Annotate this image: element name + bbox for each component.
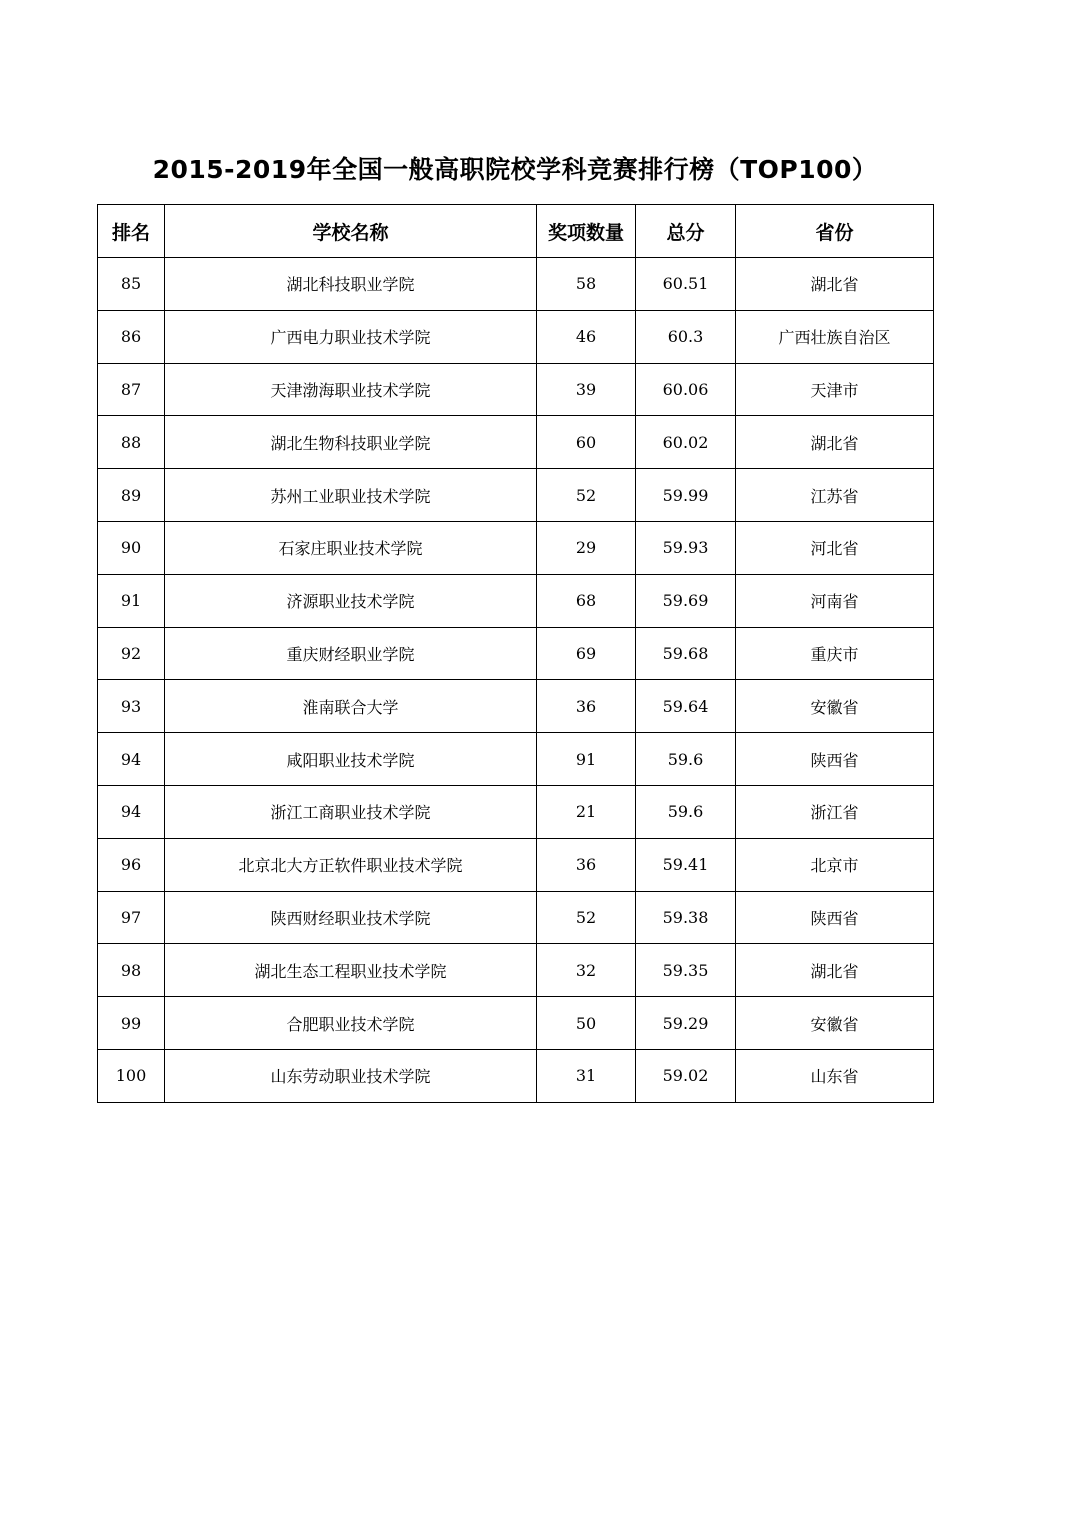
table-row bbox=[98, 521, 934, 574]
cell-school-name: 济源职业技术学院 bbox=[165, 574, 537, 627]
cell-rank: 96 bbox=[98, 838, 165, 891]
cell-award-count: 60 bbox=[537, 416, 636, 469]
header-award-count: 奖项数量 bbox=[537, 205, 636, 258]
cell-total-score: 59.02 bbox=[636, 1049, 736, 1102]
table-row bbox=[98, 944, 934, 997]
cell-award-count: 21 bbox=[537, 785, 636, 838]
cell-rank: 88 bbox=[98, 416, 165, 469]
cell-school-name: 湖北科技职业学院 bbox=[165, 258, 537, 311]
cell-rank: 91 bbox=[98, 574, 165, 627]
cell-total-score: 59.29 bbox=[636, 997, 736, 1050]
cell-province: 陕西省 bbox=[736, 891, 934, 944]
cell-rank: 100 bbox=[98, 1049, 165, 1102]
cell-award-count: 52 bbox=[537, 891, 636, 944]
cell-award-count: 29 bbox=[537, 521, 636, 574]
table-row bbox=[98, 469, 934, 522]
cell-total-score: 60.3 bbox=[636, 310, 736, 363]
cell-rank: 89 bbox=[98, 469, 165, 522]
table-row bbox=[98, 574, 934, 627]
cell-school-name: 淮南联合大学 bbox=[165, 680, 537, 733]
table-row bbox=[98, 258, 934, 311]
cell-award-count: 50 bbox=[537, 997, 636, 1050]
cell-rank: 99 bbox=[98, 997, 165, 1050]
table-row bbox=[98, 891, 934, 944]
cell-province: 浙江省 bbox=[736, 785, 934, 838]
table-row bbox=[98, 680, 934, 733]
cell-province: 天津市 bbox=[736, 363, 934, 416]
ranking-table bbox=[97, 204, 934, 1103]
table-row bbox=[98, 1049, 934, 1102]
cell-school-name: 山东劳动职业技术学院 bbox=[165, 1049, 537, 1102]
cell-rank: 92 bbox=[98, 627, 165, 680]
cell-rank: 94 bbox=[98, 785, 165, 838]
cell-rank: 98 bbox=[98, 944, 165, 997]
header-province: 省份 bbox=[736, 205, 934, 258]
cell-province: 河南省 bbox=[736, 574, 934, 627]
cell-total-score: 59.99 bbox=[636, 469, 736, 522]
cell-total-score: 60.06 bbox=[636, 363, 736, 416]
cell-school-name: 苏州工业职业技术学院 bbox=[165, 469, 537, 522]
cell-province: 湖北省 bbox=[736, 416, 934, 469]
cell-school-name: 广西电力职业技术学院 bbox=[165, 310, 537, 363]
page-title: 2015-2019年全国一般高职院校学科竞赛排行榜（TOP100） bbox=[152, 155, 878, 184]
cell-total-score: 59.38 bbox=[636, 891, 736, 944]
cell-school-name: 湖北生态工程职业技术学院 bbox=[165, 944, 537, 997]
cell-school-name: 咸阳职业技术学院 bbox=[165, 733, 537, 786]
cell-award-count: 39 bbox=[537, 363, 636, 416]
cell-award-count: 91 bbox=[537, 733, 636, 786]
table-row bbox=[98, 997, 934, 1050]
cell-total-score: 60.02 bbox=[636, 416, 736, 469]
cell-award-count: 31 bbox=[537, 1049, 636, 1102]
cell-total-score: 59.68 bbox=[636, 627, 736, 680]
cell-province: 湖北省 bbox=[736, 944, 934, 997]
cell-total-score: 60.51 bbox=[636, 258, 736, 311]
table-header-row bbox=[98, 205, 934, 258]
cell-total-score: 59.64 bbox=[636, 680, 736, 733]
cell-total-score: 59.6 bbox=[636, 733, 736, 786]
cell-province: 安徽省 bbox=[736, 997, 934, 1050]
cell-award-count: 58 bbox=[537, 258, 636, 311]
cell-total-score: 59.41 bbox=[636, 838, 736, 891]
cell-school-name: 重庆财经职业学院 bbox=[165, 627, 537, 680]
table-row bbox=[98, 363, 934, 416]
table-row bbox=[98, 310, 934, 363]
cell-rank: 97 bbox=[98, 891, 165, 944]
cell-total-score: 59.93 bbox=[636, 521, 736, 574]
cell-rank: 94 bbox=[98, 733, 165, 786]
header-rank: 排名 bbox=[98, 205, 165, 258]
cell-province: 湖北省 bbox=[736, 258, 934, 311]
cell-school-name: 浙江工商职业技术学院 bbox=[165, 785, 537, 838]
cell-school-name: 陕西财经职业技术学院 bbox=[165, 891, 537, 944]
table-body bbox=[98, 258, 934, 1103]
cell-rank: 93 bbox=[98, 680, 165, 733]
cell-province: 安徽省 bbox=[736, 680, 934, 733]
cell-rank: 87 bbox=[98, 363, 165, 416]
cell-award-count: 36 bbox=[537, 838, 636, 891]
cell-award-count: 36 bbox=[537, 680, 636, 733]
table-row bbox=[98, 733, 934, 786]
table-row bbox=[98, 416, 934, 469]
cell-total-score: 59.35 bbox=[636, 944, 736, 997]
cell-school-name: 天津渤海职业技术学院 bbox=[165, 363, 537, 416]
cell-award-count: 69 bbox=[537, 627, 636, 680]
header-total-score: 总分 bbox=[636, 205, 736, 258]
cell-school-name: 湖北生物科技职业学院 bbox=[165, 416, 537, 469]
cell-province: 江苏省 bbox=[736, 469, 934, 522]
table-row bbox=[98, 627, 934, 680]
cell-total-score: 59.6 bbox=[636, 785, 736, 838]
header-school-name: 学校名称 bbox=[165, 205, 537, 258]
cell-total-score: 59.69 bbox=[636, 574, 736, 627]
cell-rank: 90 bbox=[98, 521, 165, 574]
cell-school-name: 北京北大方正软件职业技术学院 bbox=[165, 838, 537, 891]
cell-province: 河北省 bbox=[736, 521, 934, 574]
cell-province: 重庆市 bbox=[736, 627, 934, 680]
cell-award-count: 32 bbox=[537, 944, 636, 997]
cell-province: 陕西省 bbox=[736, 733, 934, 786]
cell-award-count: 46 bbox=[537, 310, 636, 363]
table-row bbox=[98, 838, 934, 891]
cell-award-count: 68 bbox=[537, 574, 636, 627]
cell-award-count: 52 bbox=[537, 469, 636, 522]
cell-school-name: 石家庄职业技术学院 bbox=[165, 521, 537, 574]
cell-province: 山东省 bbox=[736, 1049, 934, 1102]
table-row bbox=[98, 785, 934, 838]
cell-province: 北京市 bbox=[736, 838, 934, 891]
cell-rank: 85 bbox=[98, 258, 165, 311]
cell-school-name: 合肥职业技术学院 bbox=[165, 997, 537, 1050]
cell-province: 广西壮族自治区 bbox=[736, 310, 934, 363]
cell-rank: 86 bbox=[98, 310, 165, 363]
